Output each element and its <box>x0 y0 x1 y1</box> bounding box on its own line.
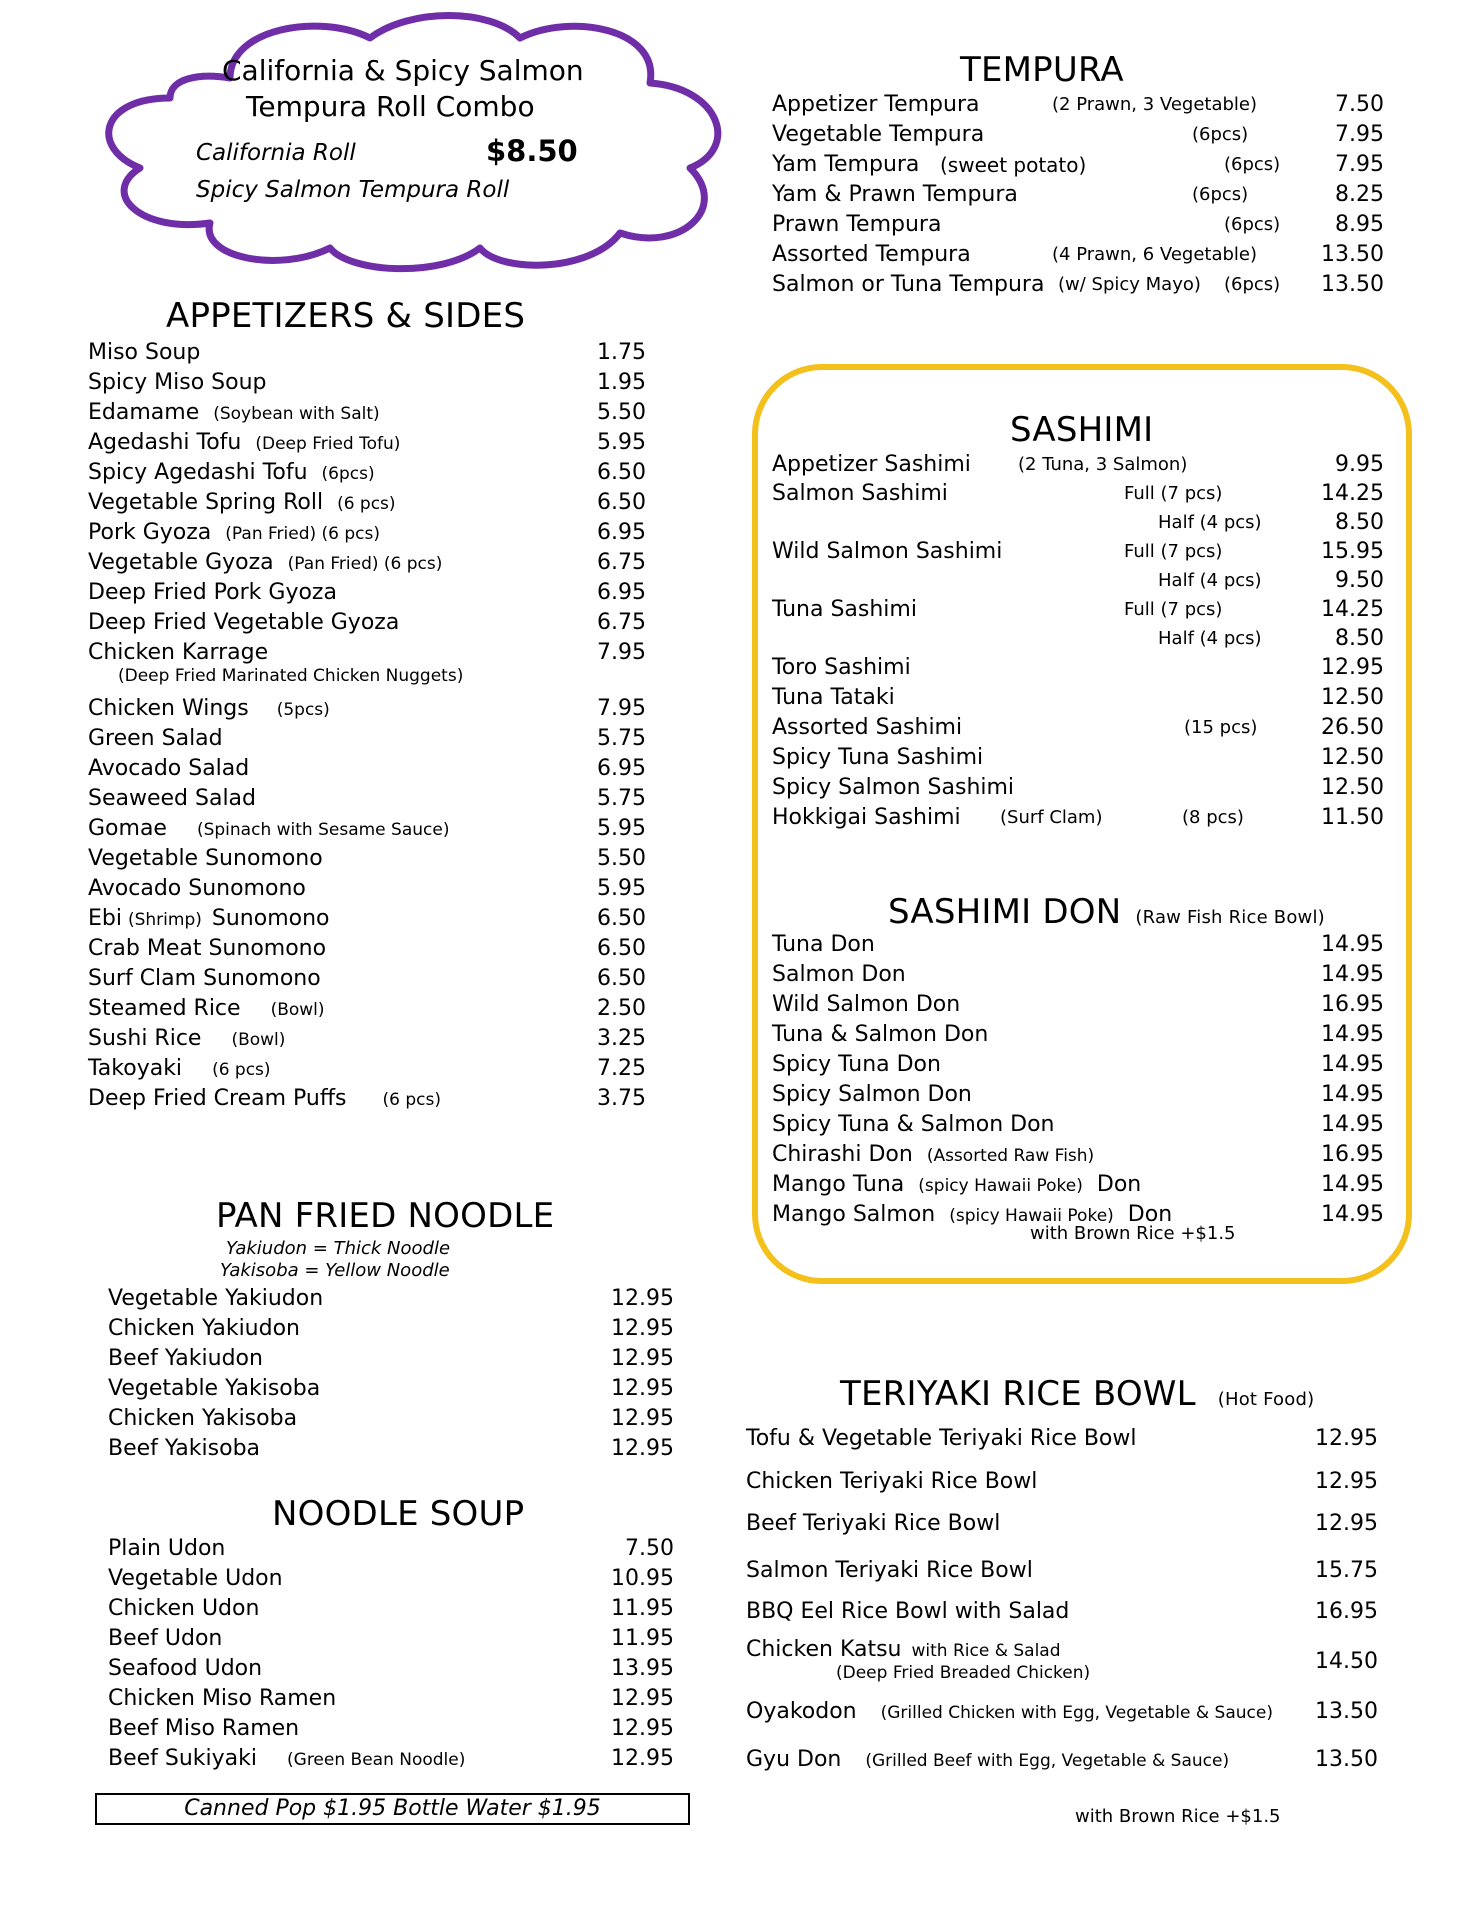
menu-item <box>88 370 646 400</box>
menu-item <box>108 1406 674 1436</box>
item-name: Spicy Tuna & Salmon Don <box>772 1112 1055 1137</box>
item-note: with Rice & Salad <box>911 1641 1061 1661</box>
item-price: 5.75 <box>597 726 646 751</box>
item-note: (4 Prawn, 6 Vegetable) <box>1052 244 1258 265</box>
menu-item <box>772 805 1384 835</box>
item-name: Steamed Rice (Bowl) <box>88 996 325 1021</box>
item-note: (Shrimp) <box>127 910 202 930</box>
item-price: 7.95 <box>1335 152 1384 177</box>
menu-item <box>88 640 646 696</box>
item-name: Yam & Prawn Tempura <box>772 182 1018 207</box>
item-name: Agedashi Tofu (Deep Fried Tofu) <box>88 430 401 455</box>
item-price: 26.50 <box>1321 715 1384 740</box>
menu-item <box>772 152 1384 182</box>
item-name: Beef Teriyaki Rice Bowl <box>746 1511 1001 1536</box>
menu-item <box>108 1346 674 1376</box>
item-price: 8.25 <box>1335 182 1384 207</box>
item-name: Hokkigai Sashimi <box>772 805 961 830</box>
item-portion: Half (4 pcs) <box>1158 628 1262 649</box>
item-price: 12.95 <box>611 1316 674 1341</box>
menu-item <box>88 846 646 876</box>
item-name: Tofu & Vegetable Teriyaki Rice Bowl <box>746 1426 1137 1451</box>
item-name: Beef Yakisoba <box>108 1436 261 1461</box>
item-price: 14.95 <box>1321 1202 1384 1227</box>
item-note: (Soybean with Salt) <box>213 404 380 424</box>
menu-item <box>108 1286 674 1316</box>
item-name: Green Salad <box>88 726 223 751</box>
item-name: Mango Salmon (spicy Hawaii Poke) Don <box>772 1202 1173 1227</box>
item-note: (Green Bean Noodle) <box>287 1750 466 1770</box>
tempura-list <box>772 92 1384 302</box>
item-name: Vegetable Udon <box>108 1566 283 1591</box>
menu-item <box>108 1716 674 1746</box>
appetizers-list <box>88 340 646 1116</box>
item-name: Beef Sukiyaki (Green Bean Noodle) <box>108 1746 466 1771</box>
item-portion: Full (7 pcs) <box>1124 599 1223 620</box>
item-name: Miso Soup <box>88 340 201 365</box>
item-name: Appetizer Tempura <box>772 92 980 117</box>
menu-item <box>108 1436 674 1466</box>
menu-item <box>772 775 1384 805</box>
item-portion: Half (4 pcs) <box>1158 512 1262 533</box>
item-price: 8.95 <box>1335 212 1384 237</box>
item-name: Gyu Don (Grilled Beef with Egg, Vegetable & Sauce) <box>746 1747 1230 1772</box>
tempura-title: TEMPURA <box>960 50 1124 90</box>
teriyaki-title: TERIYAKI RICE BOWL (Hot Food) <box>840 1374 1315 1414</box>
menu-item <box>772 1112 1384 1142</box>
item-price: 5.95 <box>597 816 646 841</box>
item-price: 14.25 <box>1321 481 1384 506</box>
item-price: 7.50 <box>625 1536 674 1561</box>
teriyaki-list <box>746 1426 1378 1777</box>
item-note: (6 pcs) <box>337 494 396 514</box>
item-price: 13.95 <box>611 1656 674 1681</box>
item-price: 13.50 <box>1321 272 1384 297</box>
menu-item <box>88 786 646 816</box>
item-name: Beef Miso Ramen <box>108 1716 300 1741</box>
menu-item <box>88 340 646 370</box>
menu-item <box>746 1426 1378 1469</box>
item-price: 9.95 <box>1335 452 1384 477</box>
item-price: 6.75 <box>597 550 646 575</box>
item-name: Spicy Tuna Sashimi <box>772 745 984 770</box>
item-name: Deep Fried Cream Puffs (6 pcs) <box>88 1086 441 1111</box>
sashimi-list <box>772 452 1384 835</box>
item-note: (Grilled Chicken with Egg, Vegetable & Sauce) <box>880 1703 1273 1723</box>
combo-cloud-border <box>80 8 760 278</box>
item-price: 6.75 <box>597 610 646 635</box>
menu-item <box>772 745 1384 775</box>
item-price: 3.25 <box>597 1026 646 1051</box>
menu-item <box>88 726 646 756</box>
item-price: 1.75 <box>597 340 646 365</box>
menu-item <box>108 1656 674 1686</box>
item-price: 12.50 <box>1321 745 1384 770</box>
item-note: (6 pcs) <box>212 1060 271 1080</box>
item-price: 6.50 <box>597 460 646 485</box>
item-name: Spicy Tuna Don <box>772 1052 941 1077</box>
item-note: (6 pcs) <box>382 1090 441 1110</box>
item-price: 12.95 <box>1315 1511 1378 1536</box>
noodle-soup-title: NOODLE SOUP <box>272 1494 525 1534</box>
item-price: 12.95 <box>1315 1426 1378 1451</box>
item-price: 12.95 <box>611 1376 674 1401</box>
menu-item <box>772 1142 1384 1172</box>
menu-item <box>88 1026 646 1056</box>
menu-item <box>772 715 1384 745</box>
menu-item <box>88 460 646 490</box>
item-name: Crab Meat Sunomono <box>88 936 327 961</box>
item-name: Takoyaki (6 pcs) <box>88 1056 271 1081</box>
item-note: (Bowl) <box>231 1030 286 1050</box>
menu-item <box>108 1536 674 1566</box>
item-name: Prawn Tempura <box>772 212 942 237</box>
item-name: Chicken Teriyaki Rice Bowl <box>746 1469 1038 1494</box>
item-name: Plain Udon <box>108 1536 226 1561</box>
menu-item <box>88 936 646 966</box>
item-price: 14.95 <box>1321 962 1384 987</box>
item-name: Pork Gyoza (Pan Fried) (6 pcs) <box>88 520 381 545</box>
item-price: 12.95 <box>611 1406 674 1431</box>
item-price: 5.95 <box>597 876 646 901</box>
item-name: Oyakodon (Grilled Chicken with Egg, Vegetable & Sauce) <box>746 1699 1273 1724</box>
item-price: 7.95 <box>1335 122 1384 147</box>
item-name: Edamame (Soybean with Salt) <box>88 400 380 425</box>
menu-item <box>772 242 1384 272</box>
item-note: (2 Prawn, 3 Vegetable) <box>1052 94 1258 115</box>
item-name: Assorted Sashimi <box>772 715 963 740</box>
menu-item <box>772 452 1384 481</box>
menu-item <box>746 1699 1378 1747</box>
item-name: Chicken Katsu with Rice & Salad <box>746 1637 1061 1662</box>
menu-item <box>88 430 646 460</box>
item-name: BBQ Eel Rice Bowl with Salad <box>746 1599 1070 1624</box>
menu-item <box>772 1022 1384 1052</box>
item-name: Surf Clam Sunomono <box>88 966 321 991</box>
menu-item <box>772 597 1384 626</box>
item-qty: (6pcs) <box>1192 184 1249 205</box>
combo-title-line2: Tempura Roll Combo <box>246 90 535 123</box>
item-name: Tuna Tataki <box>772 685 895 710</box>
item-name: Vegetable Sunomono <box>88 846 323 871</box>
menu-item <box>772 992 1384 1022</box>
item-portion: Full (7 pcs) <box>1124 541 1223 562</box>
menu-item <box>772 122 1384 152</box>
item-note: (6pcs) <box>321 464 375 484</box>
item-price: 5.95 <box>597 430 646 455</box>
item-note: (Bowl) <box>270 1000 325 1020</box>
combo-price: $8.50 <box>486 134 578 168</box>
item-price: 10.95 <box>611 1566 674 1591</box>
item-portion: Half (4 pcs) <box>1158 570 1262 591</box>
menu-item <box>108 1746 674 1776</box>
item-note: (Grilled Beef with Egg, Vegetable & Sauce) <box>865 1751 1230 1771</box>
item-price: 14.50 <box>1315 1649 1378 1674</box>
sashimi-title: SASHIMI <box>1010 410 1154 450</box>
item-price: 16.95 <box>1321 1142 1384 1167</box>
item-note: (2 Tuna, 3 Salmon) <box>1018 454 1188 475</box>
menu-item <box>88 996 646 1026</box>
pan-fried-note-yakiudon: Yakiudon = Thick Noodle <box>226 1238 451 1259</box>
item-price: 8.50 <box>1335 510 1384 535</box>
item-name: Appetizer Sashimi <box>772 452 971 477</box>
menu-item <box>108 1596 674 1626</box>
item-name: Chicken Karrage <box>88 640 269 665</box>
menu-item <box>746 1747 1378 1777</box>
item-name: Seafood Udon <box>108 1656 263 1681</box>
menu-item <box>108 1316 674 1346</box>
item-price: 12.95 <box>1315 1469 1378 1494</box>
pan-fried-title: PAN FRIED NOODLE <box>216 1196 555 1236</box>
item-qty: (6pcs) <box>1224 154 1281 175</box>
item-name: Wild Salmon Don <box>772 992 961 1017</box>
item-price: 3.75 <box>597 1086 646 1111</box>
item-name: Mango Tuna (spicy Hawaii Poke) Don <box>772 1172 1142 1197</box>
item-price: 14.95 <box>1321 1022 1384 1047</box>
item-name: Vegetable Gyoza (Pan Fried) (6 pcs) <box>88 550 443 575</box>
pan-fried-list <box>108 1286 674 1466</box>
item-name: Chicken Yakiudon <box>108 1316 300 1341</box>
item-name: Chicken Wings (5pcs) <box>88 696 330 721</box>
item-price: 6.50 <box>597 936 646 961</box>
menu-item <box>88 756 646 786</box>
item-note: (Assorted Raw Fish) <box>926 1146 1095 1166</box>
item-portion: (15 pcs) <box>1184 717 1258 738</box>
item-name: Deep Fried Vegetable Gyoza <box>88 610 400 635</box>
item-note: (Surf Clam) <box>1000 807 1103 828</box>
item-price: 11.95 <box>611 1596 674 1621</box>
item-name: Chicken Yakisoba <box>108 1406 298 1431</box>
item-price: 7.50 <box>1335 92 1384 117</box>
menu-item <box>772 1052 1384 1082</box>
item-price: 16.95 <box>1315 1599 1378 1624</box>
menu-item <box>746 1511 1378 1558</box>
menu-item <box>88 490 646 520</box>
menu-item <box>88 966 646 996</box>
item-name: Assorted Tempura <box>772 242 971 267</box>
item-name: Beef Udon <box>108 1626 223 1651</box>
menu-item <box>772 272 1384 302</box>
item-description: (Deep Fried Marinated Chicken Nuggets) <box>118 666 464 686</box>
item-description: (Deep Fried Breaded Chicken) <box>836 1663 1091 1683</box>
menu-item <box>88 696 646 726</box>
item-price: 13.50 <box>1315 1699 1378 1724</box>
menu-item <box>88 1056 646 1086</box>
menu-item <box>772 182 1384 212</box>
item-price: 6.50 <box>597 906 646 931</box>
item-price: 6.95 <box>597 756 646 781</box>
menu-item <box>88 816 646 846</box>
pan-fried-note-yakisoba: Yakisoba = Yellow Noodle <box>220 1260 450 1281</box>
item-note: (w/ Spicy Mayo) <box>1058 274 1201 295</box>
item-name: Vegetable Tempura <box>772 122 985 147</box>
menu-item <box>108 1566 674 1596</box>
item-name: Ebi (Shrimp) Sunomono <box>88 906 330 931</box>
item-price: 12.95 <box>611 1746 674 1771</box>
item-qty: (6pcs) <box>1224 214 1281 235</box>
menu-item <box>746 1469 1378 1511</box>
menu-item <box>772 1172 1384 1202</box>
item-price: 13.50 <box>1321 242 1384 267</box>
item-name: Avocado Sunomono <box>88 876 306 901</box>
item-price: 7.95 <box>597 696 646 721</box>
menu-item <box>88 1086 646 1116</box>
item-price: 14.95 <box>1321 1052 1384 1077</box>
menu-item <box>746 1558 1378 1599</box>
item-price: 14.95 <box>1321 932 1384 957</box>
menu-item <box>772 962 1384 992</box>
item-price: 15.95 <box>1321 539 1384 564</box>
menu-item <box>88 906 646 936</box>
item-price: 7.25 <box>597 1056 646 1081</box>
item-price: 13.50 <box>1315 1747 1378 1772</box>
item-name: Vegetable Spring Roll (6 pcs) <box>88 490 396 515</box>
item-name: Vegetable Yakisoba <box>108 1376 321 1401</box>
item-note: (sweet potato) <box>940 153 1087 177</box>
menu-item <box>772 626 1384 655</box>
item-price: 9.50 <box>1335 568 1384 593</box>
item-price: 6.50 <box>597 966 646 991</box>
item-portion: (8 pcs) <box>1182 807 1244 828</box>
item-note: (5pcs) <box>276 700 330 720</box>
menu-item <box>772 655 1384 685</box>
item-price: 14.25 <box>1321 597 1384 622</box>
menu-item <box>108 1686 674 1716</box>
item-price: 14.95 <box>1321 1082 1384 1107</box>
item-name: Avocado Salad <box>88 756 250 781</box>
item-name: Spicy Salmon Don <box>772 1082 972 1107</box>
menu-item <box>88 580 646 610</box>
menu-item <box>746 1599 1378 1637</box>
item-note: (spicy Hawaii Poke) <box>918 1176 1083 1196</box>
menu-item <box>88 550 646 580</box>
item-price: 12.95 <box>1321 655 1384 680</box>
sashimi-don-subtitle: (Raw Fish Rice Bowl) <box>1135 907 1325 928</box>
item-price: 5.75 <box>597 786 646 811</box>
item-note: (spicy Hawaii Poke) <box>949 1206 1114 1226</box>
item-note: (Spinach with Sesame Sauce) <box>196 820 450 840</box>
item-name: Seaweed Salad <box>88 786 257 811</box>
combo-title-line1: California & Spicy Salmon <box>222 54 584 87</box>
menu-item <box>746 1637 1378 1699</box>
item-price: 14.95 <box>1321 1112 1384 1137</box>
menu-item <box>88 400 646 430</box>
item-name: Chirashi Don (Assorted Raw Fish) <box>772 1142 1095 1167</box>
item-price: 11.50 <box>1321 805 1384 830</box>
sashimi-don-footnote: with Brown Rice +$1.5 <box>1030 1223 1236 1244</box>
item-price: 12.95 <box>611 1436 674 1461</box>
menu-item <box>772 481 1384 510</box>
item-price: 12.50 <box>1321 775 1384 800</box>
item-portion: Full (7 pcs) <box>1124 483 1223 504</box>
item-name: Yam Tempura <box>772 152 920 177</box>
menu-item <box>108 1626 674 1656</box>
noodle-soup-list <box>108 1536 674 1776</box>
item-price: 7.95 <box>597 640 646 665</box>
item-price: 16.95 <box>1321 992 1384 1017</box>
menu-item <box>772 92 1384 122</box>
item-price: 1.95 <box>597 370 646 395</box>
item-name: Tuna Sashimi <box>772 597 917 622</box>
item-name: Salmon Teriyaki Rice Bowl <box>746 1558 1033 1583</box>
menu-item <box>772 212 1384 242</box>
item-name: Gomae (Spinach with Sesame Sauce) <box>88 816 450 841</box>
item-qty: (6pcs) <box>1192 124 1249 145</box>
item-price: 12.95 <box>611 1686 674 1711</box>
item-price: 12.95 <box>611 1286 674 1311</box>
item-price: 12.50 <box>1321 685 1384 710</box>
item-name: Tuna Don <box>772 932 875 957</box>
item-price: 5.50 <box>597 400 646 425</box>
item-name: Salmon Don <box>772 962 906 987</box>
item-name: Chicken Udon <box>108 1596 260 1621</box>
teriyaki-subtitle: (Hot Food) <box>1217 1389 1315 1410</box>
item-price: 6.50 <box>597 490 646 515</box>
item-price: 12.95 <box>611 1346 674 1371</box>
menu-item <box>88 520 646 550</box>
menu-item <box>88 610 646 640</box>
menu-item <box>772 510 1384 539</box>
item-price: 6.95 <box>597 580 646 605</box>
item-name: Spicy Miso Soup <box>88 370 267 395</box>
item-note: (Pan Fried) (6 pcs) <box>287 554 443 574</box>
menu-item <box>772 1082 1384 1112</box>
item-name: Sushi Rice (Bowl) <box>88 1026 286 1051</box>
item-name: Wild Salmon Sashimi <box>772 539 1003 564</box>
item-price: 15.75 <box>1315 1558 1378 1583</box>
item-name: Salmon or Tuna Tempura <box>772 272 1045 297</box>
item-name: Vegetable Yakiudon <box>108 1286 324 1311</box>
menu-item <box>772 568 1384 597</box>
item-name: Tuna & Salmon Don <box>772 1022 989 1047</box>
appetizers-title: APPETIZERS & SIDES <box>166 296 526 336</box>
item-price: 5.50 <box>597 846 646 871</box>
item-note: (Pan Fried) (6 pcs) <box>225 524 381 544</box>
item-price: 11.95 <box>611 1626 674 1651</box>
menu-item <box>772 539 1384 568</box>
menu-item <box>88 876 646 906</box>
drinks-box: Canned Pop $1.95 Bottle Water $1.95 <box>95 1793 690 1825</box>
item-name: Spicy Agedashi Tofu (6pcs) <box>88 460 375 485</box>
item-name: Deep Fried Pork Gyoza <box>88 580 337 605</box>
item-name: Spicy Salmon Sashimi <box>772 775 1015 800</box>
combo-item-california-roll: California Roll <box>196 140 356 166</box>
item-note: (Deep Fried Tofu) <box>255 434 401 454</box>
teriyaki-footnote: with Brown Rice +$1.5 <box>1075 1806 1281 1827</box>
item-price: 2.50 <box>597 996 646 1021</box>
menu-item <box>108 1376 674 1406</box>
item-price: 12.95 <box>611 1716 674 1741</box>
menu-item <box>772 685 1384 715</box>
item-name: Salmon Sashimi <box>772 481 948 506</box>
item-name: Chicken Miso Ramen <box>108 1686 337 1711</box>
combo-item-spicy-salmon-tempura-roll: Spicy Salmon Tempura Roll <box>196 177 510 203</box>
item-price: 14.95 <box>1321 1172 1384 1197</box>
item-name: Toro Sashimi <box>772 655 911 680</box>
item-qty: (6pcs) <box>1224 274 1281 295</box>
item-price: 6.95 <box>597 520 646 545</box>
sashimi-don-list <box>772 932 1384 1232</box>
item-name: Beef Yakiudon <box>108 1346 263 1371</box>
sashimi-don-title: SASHIMI DON (Raw Fish Rice Bowl) <box>888 892 1325 932</box>
menu-item <box>772 932 1384 962</box>
item-price: 8.50 <box>1335 626 1384 651</box>
